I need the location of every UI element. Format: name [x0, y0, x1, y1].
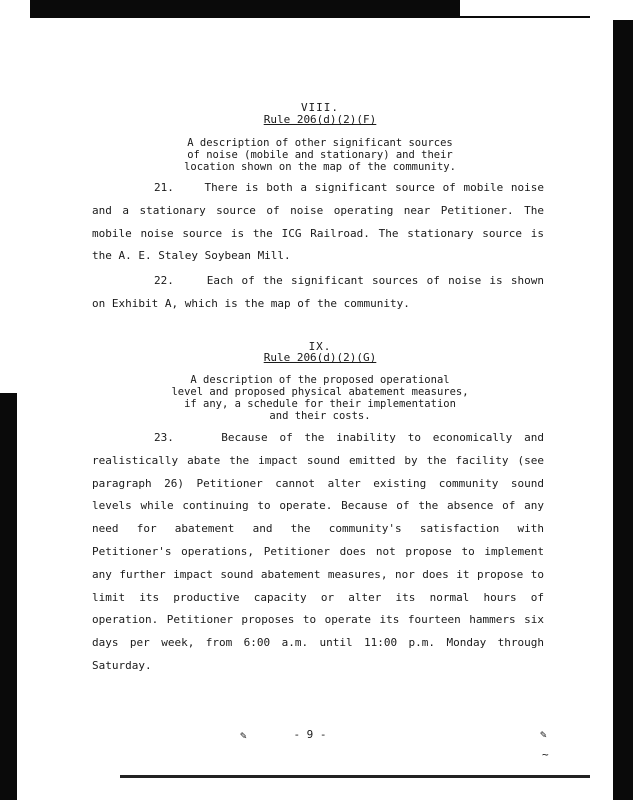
paragraph-21 [92, 177, 544, 268]
paragraph-number: 22. [154, 274, 174, 287]
section-description [90, 137, 550, 173]
scan-speck: ✎ [240, 729, 247, 742]
paragraph-23 [92, 427, 544, 678]
paragraph-text: Each of the significant sources of noise is shown on Exhibit A, which is the map of the community. [92, 274, 544, 310]
paragraph-22 [92, 270, 544, 316]
description-line: and their costs. [269, 410, 371, 422]
description-line: of noise (mobile and stationary) and their [187, 149, 453, 161]
rule-heading: Rule 206(d)(2)(G) [263, 351, 377, 364]
scan-border-left [0, 393, 17, 800]
section-number: IX. [308, 340, 332, 353]
section-number: VIII. [300, 101, 340, 114]
scan-speck: ~ [542, 748, 549, 761]
scan-border-bottom [120, 775, 590, 778]
scan-speck: ✎ [540, 728, 547, 741]
paragraph-text: There is both a significant source of mobile noise and a stationary source of noise operating near Petitioner. The mobile noise source is the ICG Railroad. The stationary source is the A. E. Staley Soybean Mill. [92, 181, 544, 263]
scan-border-top [30, 0, 460, 16]
paragraph-number: 21. [154, 181, 174, 194]
description-line: location shown on the map of the community. [184, 161, 456, 173]
paragraph-number: 23. [154, 431, 174, 444]
scan-border-right [613, 20, 633, 800]
description-line: A description of other significant sources [187, 137, 453, 149]
section-description [90, 374, 550, 422]
rule-heading: Rule 206(d)(2)(F) [263, 113, 377, 126]
description-line: level and proposed physical abatement measures, [171, 386, 469, 398]
description-line: A description of the proposed operational [190, 374, 450, 386]
description-line: if any, a schedule for their implementation [184, 398, 456, 410]
page-number: - 9 - [293, 728, 327, 741]
scan-border-top-line [30, 16, 590, 18]
paragraph-text: Because of the inability to economically and realistically abate the impact sound emitted by the facility (see paragraph 26) Petitioner cannot alter existing community sound levels while continuing to operate. Because of the absence of any need for abatement and the community's satisfaction with Petitioner's operations, Petitioner does not propose to implement any further impact sound abatement measures, nor does it propose to limit its productive capacity or alter its normal hours of operation. Petitioner proposes to operate its fourteen hammers six days per week, from 6:00 a.m. until 11:00 p.m. Monday through Saturday. [92, 431, 544, 672]
